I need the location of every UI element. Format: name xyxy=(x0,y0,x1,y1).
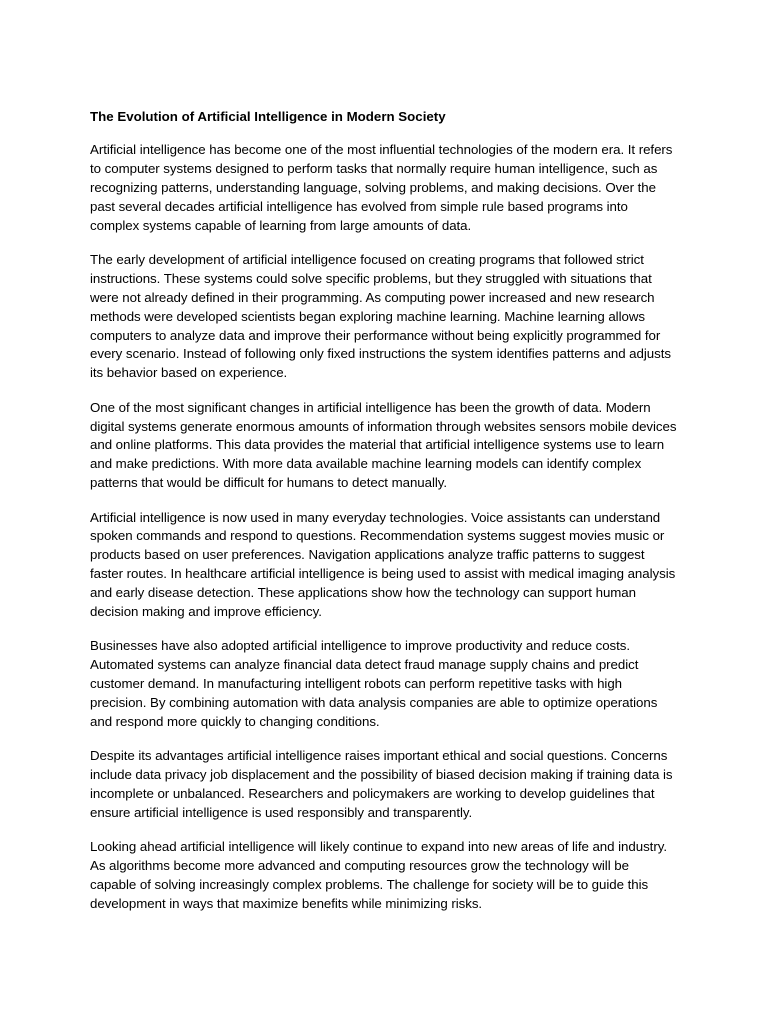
paragraph-1: Artificial intelligence has become one of the most influential technologies of the modern era. It refers to computer systems designed to perform tasks that normally require human intelligence, such as recognizing patterns, understanding language, solving problems, and making decisions. Over the past several decades artificial intelligence has evolved from simple rule based programs into complex systems capable of learning from large amounts of data. xyxy=(90,142,673,233)
paragraph-6: Despite its advantages artificial intelligence raises important ethical and social questions. Concerns include data privacy job displacement and the possibility of biased decision making if training data is incomplete or unbalanced. Researchers and policymakers are working to develop guidelines that ensure artificial intelligence is used responsibly and transparently. xyxy=(90,748,673,821)
paragraph-2: The early development of artificial intelligence focused on creating programs that followed strict instructions. These systems could solve specific problems, but they struggled with situations that were not already defined in their programming. As computing power increased and new research methods were developed scientists began exploring machine learning. Machine learning allows computers to analyze data and improve their performance without being explicitly programmed for every scenario. Instead of following only fixed instructions the system identifies patterns and adjusts its behavior based on experience. xyxy=(90,251,671,381)
paragraph-4: Artificial intelligence is now used in many everyday technologies. Voice assistants can understand spoken commands and respond to questions. Recommendation systems suggest movies music or products based on user preferences. Navigation applications analyze traffic patterns to suggest faster routes. In healthcare artificial intelligence is being used to assist with medical imaging analysis and early disease detection. These applications show how the technology can support human decision making and improve efficiency. xyxy=(90,509,676,620)
paragraph-5: Businesses have also adopted artificial intelligence to improve productivity and reduce costs. Automated systems can analyze financial data detect fraud manage supply chains and predict customer demand. In manufacturing intelligent robots can perform repetitive tasks with high precision. By combining automation with data analysis companies are able to optimize operations and respond more quickly to changing conditions. xyxy=(90,638,658,730)
paragraph-7: Looking ahead artificial intelligence will likely continue to expand into new areas of life and industry. As algorithms become more advanced and computing resources grow the technology will be capable of solving increasingly complex problems. The challenge for society will be to guide this development in ways that maximize benefits while minimizing risks. xyxy=(90,839,667,912)
paragraph-3: One of the most significant changes in artificial intelligence has been the growth of data. Modern digital systems generate enormous amounts of information through websites sensors mobile devices and online platforms. This data provides the material that artificial intelligence systems use to learn and make predictions. With more data available machine learning models can identify complex patterns that would be difficult for humans to detect manually. xyxy=(90,399,677,491)
document-body xyxy=(90,141,678,914)
document-title: The Evolution of Artificial Intelligence in Modern Society xyxy=(90,109,446,124)
